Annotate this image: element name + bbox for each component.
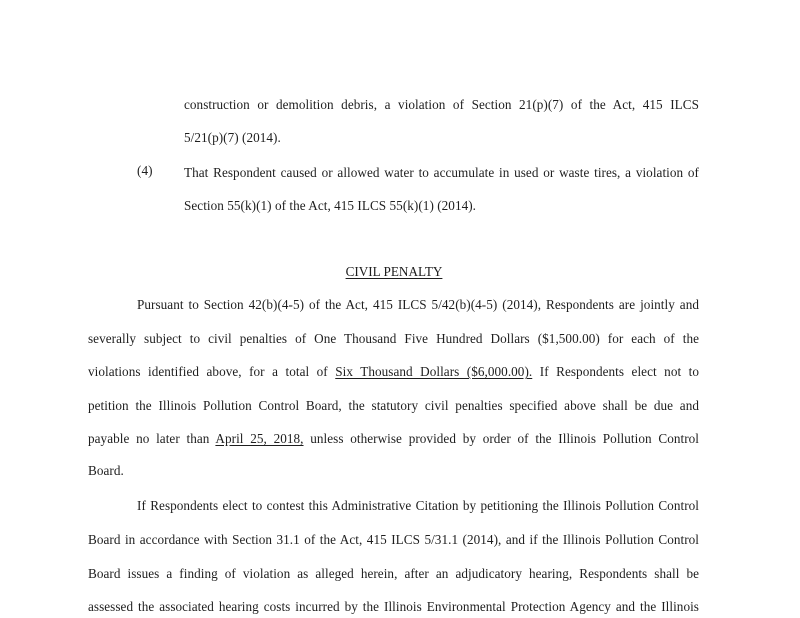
penalty-text-pre: violations identified above, for a total of [88, 364, 328, 379]
paragraph-1-line-6: Board. [88, 463, 124, 478]
paragraph-2-line-3: Board issues a finding of violation as alleged herein, after an adjudicatory hearing, Respondents shall be [88, 566, 699, 581]
due-date: April 25, 2018, [215, 431, 304, 446]
item-number: (4) [137, 163, 153, 178]
item-4-line-2: Section 55(k)(1) of the Act, 415 ILCS 55(k)(1) (2014). [184, 198, 477, 213]
paragraph-2-line-4: assessed the associated hearing costs incurred by the Illinois Environmental Protection Agency and the Illinois [88, 599, 699, 614]
due-text-pre: payable no later than [88, 431, 210, 446]
paragraph-2-line-2: Board in accordance with Section 31.1 of the Act, 415 ILCS 5/31.1 (2014), and if the Illinois Pollution Control [88, 532, 699, 547]
paragraph-1-line-1: Pursuant to Section 42(b)(4-5) of the Act, 415 ILCS 5/42(b)(4-5) (2014), Respondents are jointly and [137, 297, 699, 312]
paragraph-1-line-5 [88, 431, 699, 447]
continued-item-line-2: 5/21(p)(7) (2014). [184, 130, 281, 145]
paragraph-2-line-1: If Respondents elect to contest this Administrative Citation by petitioning the Illinois Pollution Control [137, 498, 699, 513]
item-4-line-1: That Respondent caused or allowed water to accumulate in used or waste tires, a violation of [184, 165, 699, 180]
paragraph-1-line-4: petition the Illinois Pollution Control Board, the statutory civil penalties specified above shall be due and [88, 398, 699, 413]
due-text-post: unless otherwise provided by order of the Illinois Pollution Control [310, 431, 699, 446]
paragraph-1-line-2: severally subject to civil penalties of One Thousand Five Hundred Dollars ($1,500.00) for each of the [88, 331, 699, 346]
paragraph-1-line-3 [88, 364, 699, 380]
penalty-text-post: If Respondents elect not to [539, 364, 700, 379]
continued-item-line-1: construction or demolition debris, a violation of Section 21(p)(7) of the Act, 415 ILCS [184, 97, 699, 112]
total-penalty-amount: Six Thousand Dollars ($6,000.00). [335, 364, 533, 379]
section-heading: CIVIL PENALTY [345, 264, 443, 279]
